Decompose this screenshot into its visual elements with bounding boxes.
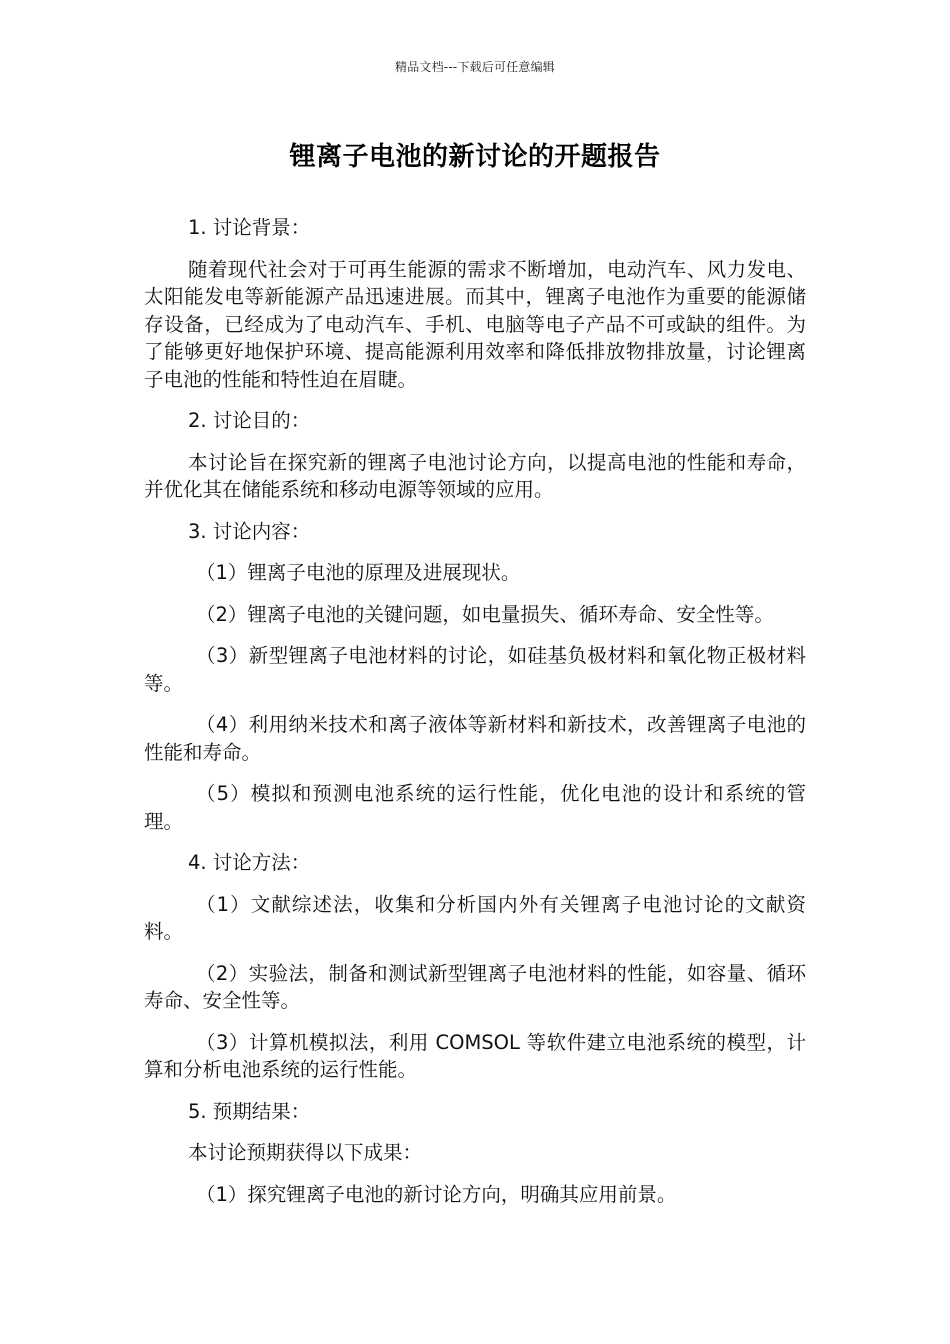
section-heading-content: 3. 讨论内容： — [188, 519, 311, 543]
content-list-item: （5）模拟和预测电池系统的运行性能，优化电池的设计和系统的管理。 — [144, 782, 806, 833]
section-heading-expected-results: 5. 预期结果： — [188, 1099, 311, 1123]
paragraph-background: 随着现代社会对于可再生能源的需求不断增加，电动汽车、风力发电、太阳能发电等新能源产品迅速进展。而其中，锂离子电池作为重要的能源储存设备，已经成为了电动汽车、手机、电脑等电子产品不可或缺的组件。为了能够更好地保护环境、提高能源利用效率和降低排放物排放量，讨论锂离子电池的性能和特性迫在眉睫。 — [144, 257, 806, 391]
paragraph-purpose: 本讨论旨在探究新的锂离子电池讨论方向，以提高电池的性能和寿命，并优化其在储能系统和移动电源等领域的应用。 — [144, 450, 806, 501]
method-list-item: （1）文献综述法，收集和分析国内外有关锂离子电池讨论的文献资料。 — [144, 892, 806, 943]
section-heading-purpose: 2. 讨论目的： — [188, 409, 311, 432]
paragraph-expected-results: 本讨论预期获得以下成果： — [188, 1141, 423, 1164]
content-list-item: （2）锂离子电池的关键问题，如电量损失、循环寿命、安全性等。 — [196, 602, 774, 626]
document-title: 锂离子电池的新讨论的开题报告 — [289, 142, 661, 172]
results-list-item: （1）探究锂离子电池的新讨论方向，明确其应用前景。 — [196, 1182, 677, 1206]
method-list-item: （3）计算机模拟法，利用 COMSOL 等软件建立电池系统的模型，计算和分析电池系统的运行性能。 — [144, 1030, 806, 1081]
document-body — [144, 214, 806, 1222]
content-list-item: （4）利用纳米技术和离子液体等新材料和新技术，改善锂离子电池的性能和寿命。 — [144, 713, 806, 764]
content-list-item: （1）锂离子电池的原理及进展现状。 — [196, 561, 521, 584]
header-watermark: 精品文档---下载后可任意编辑 — [395, 60, 555, 74]
content-list-item: （3）新型锂离子电池材料的讨论，如硅基负极材料和氧化物正极材料等。 — [144, 644, 806, 695]
section-heading-method: 4. 讨论方法： — [188, 851, 311, 874]
method-list-item: （2）实验法，制备和测试新型锂离子电池材料的性能，如容量、循环寿命、安全性等。 — [144, 961, 806, 1012]
section-heading-background: 1. 讨论背景： — [188, 216, 311, 239]
